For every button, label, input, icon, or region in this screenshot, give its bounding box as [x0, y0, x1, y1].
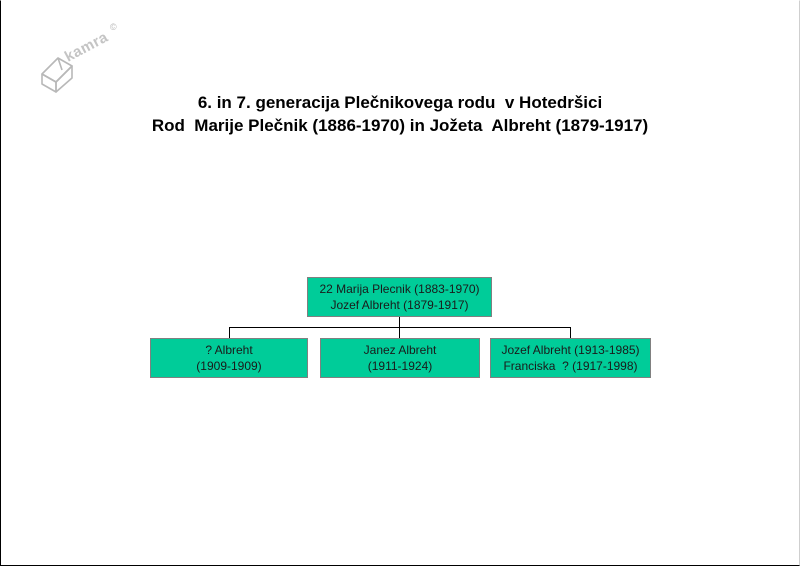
kamra-logo-icon: [38, 18, 128, 98]
parent-line-1: 22 Marija Plecnik (1883-1970): [319, 282, 480, 296]
child-3-line-2: Franciska ? (1917-1998): [503, 359, 638, 373]
child-node-2: [320, 338, 480, 378]
watermark: [38, 18, 128, 98]
copyright-symbol: ©: [110, 22, 117, 32]
child-1-line-2: (1909-1909): [196, 359, 262, 373]
child-node-1: [150, 338, 308, 378]
page-title: 6. in 7. generacija Plečnikovega rodu v Hotedršici: [197, 93, 603, 112]
child-2-line-2: (1911-1924): [367, 359, 433, 373]
watermark-text: kamra: [61, 28, 112, 66]
parent-line-2: Jozef Albreht (1879-1917): [330, 298, 469, 312]
child-1-line-1: ? Albreht: [205, 343, 253, 357]
page-subtitle: Rod Marije Plečnik (1886-1970) in Jožeta Albreht (1879-1917): [151, 116, 649, 135]
child-node-3: [490, 338, 651, 378]
parent-node: [307, 277, 492, 317]
child-2-line-1: Janez Albreht: [363, 343, 437, 357]
child-3-line-1: Jozef Albreht (1913-1985): [501, 343, 640, 357]
